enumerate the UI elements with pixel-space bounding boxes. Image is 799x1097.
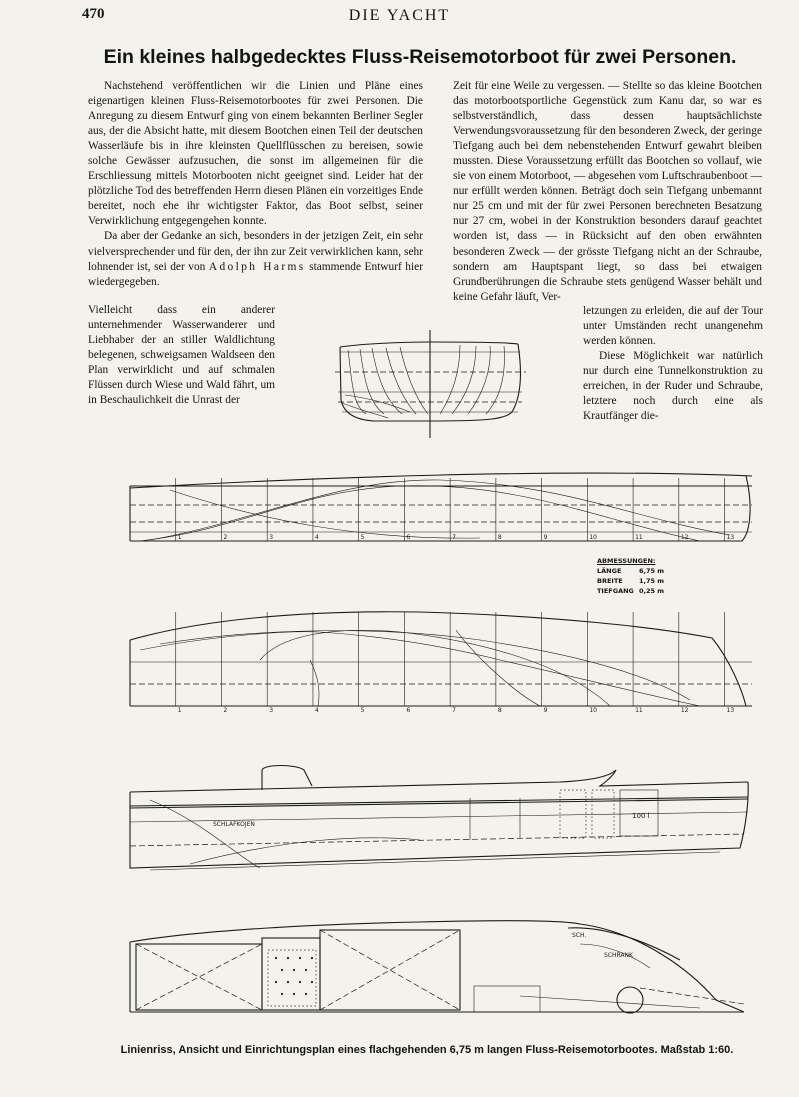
plan-station-number: 4 [314, 707, 319, 714]
profile-station-number: 2 [223, 534, 228, 541]
profile-station-number: 13 [726, 534, 735, 541]
dimensions-box [597, 556, 664, 596]
paragraph-2-start: Da aber der Gedanke an sich, besonders in der jetzigen Zeit, ein sehr vielversprechender und für den, der ihn zur Zeit verwirklichen kann, sehr lohnender ist, sei der von [88, 230, 423, 273]
profile-station-number: 1 [177, 534, 182, 541]
plan-station-number: 7 [452, 707, 456, 714]
figure-caption: Linienriss, Ansicht und Einrichtungsplan eines flachgehenden 6,75 m langen Fluss-Reisemotorbootes. Maßstab 1:60. [120, 1044, 734, 1056]
profile-station-number: 6 [406, 534, 411, 541]
paragraph-3: Vielleicht dass ein anderer unternehmender Wasserwanderer und Liebhaber der an stiller Waldlichtung belegenen, schweigsamen Waldseen den Plan verwirklicht und auf schmalen Flüssen durch Wiese und Wald fährt, um in Beschaulichkeit die Unrast der [88, 304, 275, 407]
running-head: DIE YACHT [348, 7, 451, 24]
label-schlafkojen: SCHLAFKOJEN [213, 821, 255, 828]
paragraph-2-end: stammende Entwurf hier wiedergegeben. [88, 260, 423, 288]
dimension-value: 0,25 m [639, 587, 665, 595]
label-schrank: SCHRANK [604, 952, 633, 959]
profile-station-number: 4 [314, 534, 319, 541]
plan-station-number: 5 [360, 707, 365, 714]
label-sch: SCH. [572, 932, 587, 939]
profile-station-number: 8 [497, 534, 502, 541]
author-name: Adolph Harms [208, 260, 306, 273]
profile-station-number: 9 [543, 534, 548, 541]
profile-station-number: 3 [269, 534, 274, 541]
profile-station-number: 10 [589, 534, 597, 541]
dimension-value: 1,75 m [639, 577, 665, 585]
dimension-row [597, 586, 664, 596]
plan-station-number: 9 [543, 707, 548, 714]
plan-station-number: 12 [680, 707, 689, 714]
page-number: 470 [82, 6, 105, 22]
plan-station-number: 8 [497, 707, 502, 714]
profile-station-number: 5 [360, 534, 365, 541]
paragraph-5: letzungen zu erleiden, die auf der Tour unter Umständen recht unangenehm werden können. [583, 305, 763, 348]
dimension-label: TIEFGANG [597, 587, 634, 595]
dimensions-title: ABMESSUNGEN: [597, 557, 656, 565]
dimension-label: LÄNGE [597, 567, 622, 575]
paragraph-1: Nachstehend veröffentlichen wir die Linien und Pläne eines eigenartigen kleinen Fluss-Reisemotorbootes für zwei Personen. Die Anregung zu diesem Entwurf ging von einem bekannten Berliner Segler aus, der die Absicht hatte, mit diesem Bootchen einen Teil der deutschen Wasserläufe bis in ihre kleinsten Quellflüsschen zu bereisen, sowie solche Gewässer aufzusuchen, die sonst im allgemeinen für die Erschliessung mittels Motorbooten nicht geeignet sind. Leider hat der plötzliche Tod des betreffenden Herrn diesen Plänen ein vorzeitiges Ende bereitet, noch ehe ihr wichtigster Faktor, das Boot selbst, seiner Verwirklichung entgegengehen konnte. [88, 80, 423, 228]
paragraph-4: Zeit für eine Weile zu vergessen. — Stellte so das kleine Bootchen das motorbootsportliche Gegenstück zum Kanu dar, so war es selbstverständlich, dass dessen hauptsächlichste Verwendungsvoraussetzung für den besonderen Zweck, der geringe Tiefgang auch bei dem nebenstehenden Entwurf gewahrt bleiben mussten. Diese Voraussetzung erfüllt das Bootchen so vollauf, wie sie von einem Motorboot, — abgesehen vom Luftschraubenboot — nur erfüllt werden können. Beträgt doch sein Tiefgang unbemannt nur 25 cm und mit der für zwei Personen berechneten Besatzung nur 27 cm, wobei in der Konstruktion besonders darauf geachtet worden ist, dass — in Rücksicht auf den oben erwähnten besonderen Zweck — der grösste Tiefgang nicht an der Schraube, sondern am Hauptspant liegt, so dass bei etwaigen Grundberührungen die Schraube stets genügend Wasser behält und keine Gefahr läuft, Ver- [453, 80, 762, 303]
plan-station-number: 10 [589, 707, 597, 714]
plan-station-number: 11 [635, 707, 643, 714]
profile-station-number: 12 [680, 534, 689, 541]
dimension-row [597, 566, 664, 576]
dimension-value: 6,75 m [639, 567, 665, 575]
profile-station-number: 11 [635, 534, 643, 541]
plan-station-number: 1 [177, 707, 182, 714]
profile-station-number: 7 [452, 534, 456, 541]
dimension-row [597, 576, 664, 586]
plan-station-number: 6 [406, 707, 411, 714]
plan-station-number: 13 [726, 707, 735, 714]
plan-station-number: 3 [269, 707, 274, 714]
plan-station-number: 2 [223, 707, 228, 714]
dimension-label: BREITE [597, 577, 623, 585]
paragraph-6: Diese Möglichkeit war natürlich nur durch eine Tunnelkonstruktion zu erreichen, in der Ruder und Schraube, letztere noch durch eine als Krautfänger die- [583, 350, 763, 423]
article-title: Ein kleines halbgedecktes Fluss-Reisemotorboot für zwei Personen. [103, 46, 737, 68]
label-tank: 100 l [632, 812, 650, 820]
